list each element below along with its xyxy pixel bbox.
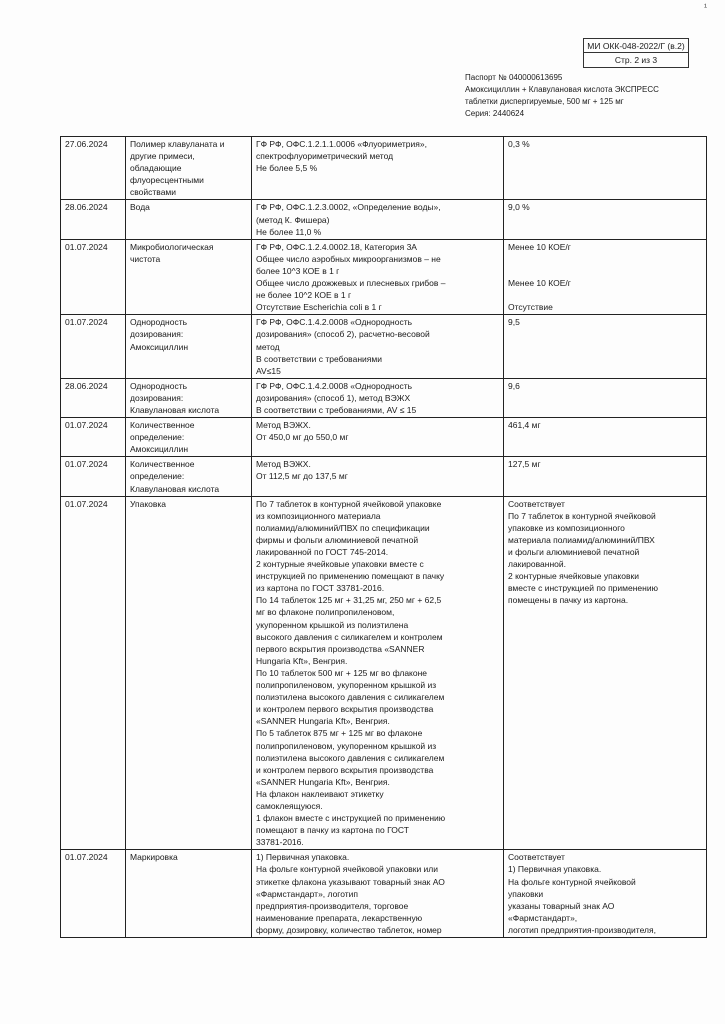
test-result-line: 1) Первичная упаковка. — [508, 864, 602, 875]
method-requirement-line: По 7 таблеток в контурной ячейковой упаковке — [256, 498, 442, 509]
method-requirement-line: инструкцией по применению помещают в пачку — [256, 571, 445, 582]
method-requirement-line: лакированной по ГОСТ 745-2014. — [256, 547, 389, 557]
method-requirement-line: «SANNER Hungaria Kft», Венгрия. — [256, 776, 390, 787]
indicator-name-line: Вода — [130, 202, 150, 213]
method-requirement-line: Общее число дрожжевых и плесневых грибов – — [256, 278, 446, 289]
indicator-name — [126, 200, 252, 239]
test-date: 28.06.2024 — [61, 200, 126, 239]
indicator-name-line: Микробиологическая — [130, 241, 214, 252]
indicator-name-line: дозирования: — [130, 392, 184, 403]
test-result-line: 9,5 — [508, 317, 520, 328]
method-requirement-line: Метод ВЭЖХ. — [256, 459, 311, 470]
indicator-name — [126, 137, 252, 200]
test-date: 27.06.2024 — [61, 137, 126, 200]
test-result-line: 461,4 мг — [508, 420, 541, 431]
test-result — [504, 457, 707, 496]
page-corner-mark: ¹ — [704, 2, 707, 12]
table-row — [61, 137, 707, 200]
method-requirement-line: По 5 таблеток 875 мг + 125 мг во флаконе — [256, 728, 423, 739]
table-row — [61, 315, 707, 378]
test-result — [504, 137, 707, 200]
method-requirement-line: ГФ РФ, ОФС.1.2.3.0002, «Определение воды», — [256, 202, 441, 213]
dosage-form: таблетки диспергируемые, 500 мг + 125 мг — [465, 97, 624, 106]
test-result-line: лакированной. — [508, 559, 566, 570]
indicator-name-line: Количественное — [130, 459, 195, 470]
test-results-table — [60, 136, 707, 938]
test-result-line — [508, 253, 702, 265]
indicator-name-line: Амоксициллин — [130, 444, 189, 455]
test-result-line: упаковки — [508, 888, 544, 899]
indicator-name — [126, 315, 252, 378]
indicator-name-line: Амоксициллин — [130, 341, 189, 352]
indicator-name-line: флуоресцентными — [130, 175, 204, 186]
method-requirement-line: Не более 5,5 % — [256, 163, 318, 174]
test-result-line: вместе с инструкцией по применению — [508, 583, 658, 594]
method-requirement-line: ГФ РФ, ОФС.1.4.2.0008 «Однородность — [256, 317, 413, 328]
indicator-name-line: Клавулановая кислота — [130, 404, 220, 415]
method-requirement-line: и контролем первого вскрытия производства — [256, 704, 434, 715]
table-row — [61, 200, 707, 239]
test-result-line: помещены в пачку из картона. — [508, 595, 629, 606]
method-requirement-line: В соответствии с требованиями — [256, 353, 382, 364]
method-requirement-line: мг во флаконе полипропиленовом, — [256, 607, 395, 618]
method-requirement — [252, 137, 504, 200]
test-result-line: 127,5 мг — [508, 459, 541, 470]
test-result-line: материала полиамид/алюминий/ПВХ — [508, 534, 655, 545]
method-requirement-line: фирмы и фольги алюминиевой печатной — [256, 534, 419, 545]
indicator-name — [126, 418, 252, 457]
method-requirement-line: наименование препарата, лекарственную — [256, 912, 423, 923]
test-result — [504, 496, 707, 850]
method-requirement-line: форму, дозировку, количество таблеток, номер — [256, 924, 442, 935]
test-result-line: По 7 таблеток в контурной ячейковой — [508, 510, 656, 521]
test-date: 01.07.2024 — [61, 457, 126, 496]
method-requirement-line: AV≤15 — [256, 365, 281, 376]
method-requirement-line: На фольге контурной ячейковой упаковки или — [256, 864, 439, 875]
test-result-line: Менее 10 КОЕ/г — [508, 241, 571, 252]
table-row — [61, 457, 707, 496]
document-code: МИ ОКК-048-2022/Г (в.2) — [583, 38, 689, 53]
indicator-name — [126, 850, 252, 938]
test-date: 01.07.2024 — [61, 239, 126, 315]
method-requirement-line: полиэтилена высокого давления с силикагелем — [256, 752, 445, 763]
method-requirement — [252, 315, 504, 378]
method-requirement-line: этикетке флакона указывают товарный знак АО — [256, 876, 445, 887]
method-requirement-line: ГФ РФ, ОФС.1.4.2.0008 «Однородность — [256, 380, 413, 391]
indicator-name-line: определение: — [130, 432, 185, 443]
test-result — [504, 200, 707, 239]
method-requirement-line: из композиционного материала — [256, 510, 381, 521]
indicator-name-line: определение: — [130, 471, 185, 482]
table-row — [61, 418, 707, 457]
method-requirement-line: «Фармстандарт», логотип — [256, 888, 359, 899]
indicator-name — [126, 496, 252, 850]
method-requirement-line: и контролем первого вскрытия производства — [256, 764, 434, 775]
test-result-line: Соответствует — [508, 498, 565, 509]
passport-block — [465, 72, 659, 120]
method-requirement-line: 1 флакон вместе с инструкцией по применению — [256, 813, 446, 824]
test-result-line: 2 контурные ячейковые упаковки — [508, 571, 639, 582]
method-requirement-line: из картона по ГОСТ 33781-2016. — [256, 583, 385, 594]
product-name: Амоксициллин + Клавулановая кислота ЭКСПРЕСС — [465, 85, 659, 94]
method-requirement-line: помещают в пачку из картона по ГОСТ — [256, 825, 409, 836]
method-requirement-line: не более 10^2 КОЕ в 1 г — [256, 290, 352, 301]
test-result-line: На фольге контурной ячейковой — [508, 876, 636, 887]
method-requirement-line: Метод ВЭЖХ. — [256, 420, 311, 431]
test-date: 28.06.2024 — [61, 378, 126, 417]
method-requirement-line: полиэтилена высокого давления с силикагелем — [256, 692, 445, 703]
passport-number: Паспорт № 040000613695 — [465, 73, 563, 82]
indicator-name-line: обладающие — [130, 163, 182, 174]
test-result-line: 9,0 % — [508, 202, 530, 213]
method-requirement — [252, 457, 504, 496]
method-requirement-line: спектрофлуориметрический метод — [256, 151, 394, 162]
test-result-line: «Фармстандарт», — [508, 912, 578, 923]
test-result-line: и фольги алюминиевой печатной — [508, 547, 640, 557]
indicator-name-line: Упаковка — [130, 498, 167, 509]
test-result — [504, 850, 707, 938]
series-number: Серия: 2440624 — [465, 109, 525, 118]
method-requirement-line: метод — [256, 341, 280, 352]
indicator-name-line: свойствами — [130, 187, 177, 198]
method-requirement — [252, 850, 504, 938]
method-requirement-line: дозирования» (способ 1), метод ВЭЖХ — [256, 392, 411, 403]
method-requirement — [252, 378, 504, 417]
method-requirement-line: более 10^3 КОЕ в 1 г — [256, 265, 340, 276]
test-result-line — [508, 289, 702, 301]
method-requirement-line: полипропиленовом, укупоренном крышкой из — [256, 680, 437, 691]
method-requirement-line: По 10 таблеток 500 мг + 125 мг во флаконе — [256, 667, 428, 678]
method-requirement-line: (метод К. Фишера) — [256, 214, 330, 225]
indicator-name-line: Количественное — [130, 420, 195, 431]
test-result-line: указаны товарный знак АО — [508, 900, 615, 911]
indicator-name-line: чистота — [130, 253, 161, 264]
method-requirement-line: На флакон наклеивают этикетку — [256, 788, 384, 799]
method-requirement-line: полиамид/алюминий/ПВХ по спецификации — [256, 522, 430, 533]
test-result — [504, 378, 707, 417]
indicator-name-line: Однородность — [130, 380, 188, 391]
test-result-line: Отсутствие — [508, 301, 553, 312]
method-requirement-line: полипропиленовом, укупоренном крышкой из — [256, 740, 437, 751]
test-result-line — [508, 265, 702, 277]
method-requirement-line: Не более 11,0 % — [256, 226, 322, 237]
method-requirement-line: 1) Первичная упаковка. — [256, 852, 350, 863]
method-requirement-line: Общее число аэробных микроорганизмов – не — [256, 253, 441, 264]
method-requirement — [252, 418, 504, 457]
test-result-line: Соответствует — [508, 852, 565, 863]
test-date: 01.07.2024 — [61, 315, 126, 378]
test-date: 01.07.2024 — [61, 418, 126, 457]
test-result-line: 0,3 % — [508, 139, 530, 149]
table-row — [61, 496, 707, 850]
method-requirement-line: дозирования» (способ 2), расчетно-весовой — [256, 329, 430, 340]
method-requirement-line: ГФ РФ, ОФС.1.2.4.0002.18, Категория 3А — [256, 241, 417, 252]
method-requirement-line: высокого давления с силикагелем и контролем — [256, 631, 443, 642]
test-result — [504, 239, 707, 315]
method-requirement-line: предприятия-производителя, торговое — [256, 900, 409, 911]
indicator-name-line: Однородность — [130, 317, 188, 328]
test-date: 01.07.2024 — [61, 496, 126, 850]
table-row — [61, 850, 707, 938]
indicator-name-line: Полимер клавуланата и — [130, 139, 225, 149]
table-row — [61, 378, 707, 417]
test-result-line: 9,6 — [508, 380, 520, 391]
method-requirement — [252, 239, 504, 315]
test-result-line: Менее 10 КОЕ/г — [508, 277, 571, 288]
indicator-name — [126, 378, 252, 417]
method-requirement — [252, 496, 504, 850]
indicator-name — [126, 457, 252, 496]
method-requirement-line: ГФ РФ, ОФС.1.2.1.1.0006 «Флуориметрия», — [256, 139, 427, 149]
test-result — [504, 418, 707, 457]
indicator-name-line: Клавулановая кислота — [130, 483, 220, 494]
method-requirement-line: Отсутствие Escherichia coli в 1 г — [256, 302, 382, 313]
table-row — [61, 239, 707, 315]
method-requirement-line: первого вскрытия производства «SANNER — [256, 643, 425, 654]
method-requirement-line: Hungaria Kft», Венгрия. — [256, 655, 348, 666]
method-requirement-line: От 450,0 мг до 550,0 мг — [256, 432, 349, 443]
test-date: 01.07.2024 — [61, 850, 126, 938]
method-requirement-line: 2 контурные ячейковые упаковки вместе с — [256, 559, 424, 570]
method-requirement-line: «SANNER Hungaria Kft», Венгрия. — [256, 716, 390, 727]
indicator-name-line: Маркировка — [130, 852, 178, 863]
indicator-name-line: другие примеси, — [130, 151, 195, 162]
method-requirement — [252, 200, 504, 239]
method-requirement-line: В соответствии с требованиями, AV ≤ 15 — [256, 404, 417, 415]
method-requirement-line: самоклеящуюся. — [256, 800, 323, 811]
indicator-name-line: дозирования: — [130, 329, 184, 340]
method-requirement-line: 33781-2016. — [256, 837, 304, 848]
method-requirement-line: укупоренном крышкой из полиэтилена — [256, 619, 409, 630]
test-result-line: логотип предприятия-производителя, — [508, 924, 656, 935]
page-number: Стр. 2 из 3 — [583, 53, 689, 68]
test-result — [504, 315, 707, 378]
method-requirement-line: От 112,5 мг до 137,5 мг — [256, 471, 348, 482]
test-result-line: упаковке из композиционного — [508, 522, 625, 533]
method-requirement-line: По 14 таблеток 125 мг + 31,25 мг, 250 мг + 62,5 — [256, 595, 442, 606]
indicator-name — [126, 239, 252, 315]
